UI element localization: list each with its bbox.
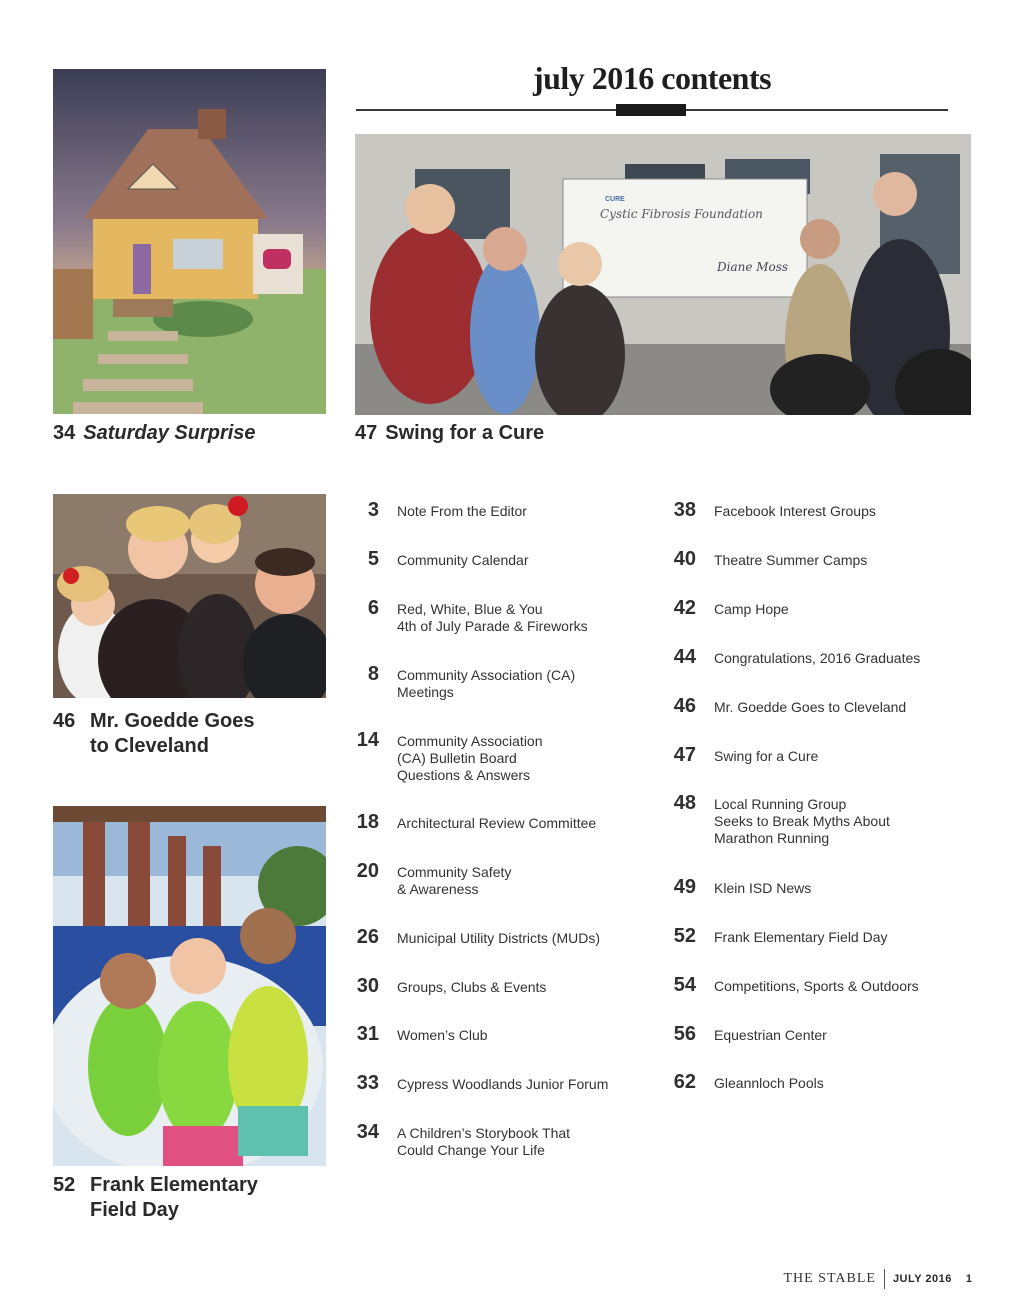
toc-entry[interactable]	[650, 792, 890, 847]
toc-page-number: 31	[356, 1023, 379, 1045]
toc-entry[interactable]	[333, 1121, 570, 1159]
toc-entry[interactable]	[333, 597, 588, 635]
toc-entry[interactable]	[650, 925, 888, 947]
toc-entry[interactable]	[650, 876, 811, 898]
toc-entry[interactable]	[333, 663, 575, 701]
toc-page-number: 49	[673, 876, 696, 898]
feature-title-line1: Frank Elementary	[90, 1174, 258, 1196]
toc-entry[interactable]	[650, 597, 789, 619]
title-rule-accent	[616, 104, 686, 116]
toc-title: Swing for a Cure	[714, 748, 819, 764]
toc-page-number: 20	[356, 860, 379, 882]
toc-entry[interactable]	[650, 548, 867, 570]
toc-page-number: 26	[356, 926, 379, 948]
toc-page-number: 42	[673, 597, 696, 619]
toc-title: Gleannloch Pools	[714, 1075, 824, 1091]
toc-entry[interactable]	[650, 744, 818, 766]
page-footer	[783, 1269, 972, 1289]
toc-title: Klein ISD News	[714, 880, 812, 896]
toc-title: Cypress Woodlands Junior Forum	[397, 1076, 609, 1092]
toc-page-number: 34	[356, 1121, 379, 1143]
toc-entry[interactable]	[333, 975, 546, 997]
toc-entry[interactable]	[650, 695, 906, 717]
goedde-family-photo	[53, 494, 326, 698]
toc-title: Community Calendar	[397, 552, 529, 568]
toc-title: Women’s Club	[397, 1027, 488, 1043]
toc-entry[interactable]	[650, 499, 876, 521]
footer-divider	[884, 1269, 885, 1289]
toc-title: Red, White, Blue & You 4th of July Parade & Fireworks	[397, 601, 588, 634]
page-title: july 2016 contents	[532, 60, 772, 96]
toc-entry[interactable]	[650, 1023, 827, 1045]
magazine-name: THE STABLE	[783, 1271, 876, 1286]
toc-page-number: 52	[673, 925, 696, 947]
toc-page-number: 47	[673, 744, 696, 766]
toc-page-number: 14	[356, 729, 379, 751]
toc-entry[interactable]	[333, 860, 511, 898]
feature-title: Saturday Surprise	[83, 422, 256, 444]
feature-caption-saturday-surprise[interactable]	[53, 421, 256, 446]
toc-page-number: 30	[356, 975, 379, 997]
toc-entry[interactable]	[650, 974, 919, 996]
page-number: 1	[965, 1273, 972, 1285]
toc-title: Theatre Summer Camps	[714, 552, 868, 568]
toc-entry[interactable]	[650, 1071, 824, 1093]
toc-title: Facebook Interest Groups	[714, 503, 876, 519]
toc-title: Note From the Editor	[397, 503, 527, 519]
toc-entry[interactable]	[333, 499, 527, 521]
feature-title-line1: Mr. Goedde Goes	[90, 710, 255, 732]
check-payee: Cystic Fibrosis Foundation	[600, 207, 763, 221]
toc-title: Competitions, Sports & Outdoors	[714, 978, 919, 994]
toc-title: Groups, Clubs & Events	[397, 979, 547, 995]
toc-title: A Children’s Storybook That Could Change Your Life	[397, 1125, 571, 1158]
feature-caption-mr-goedde[interactable]	[53, 709, 254, 759]
feature-page-number: 34	[53, 422, 76, 444]
toc-page-number: 56	[673, 1023, 696, 1045]
toc-entry[interactable]	[333, 926, 600, 948]
check-logo: CURE	[605, 196, 625, 203]
feature-page-number: 46	[53, 710, 76, 732]
check-presentation-photo	[355, 134, 971, 415]
toc-title: Community Association (CA) Bulletin Board Questions & Answers	[397, 733, 543, 783]
toc-title: Local Running Group Seeks to Break Myths About Marathon Running	[714, 796, 890, 846]
toc-page-number: 6	[367, 597, 379, 619]
toc-title: Architectural Review Committee	[397, 815, 597, 831]
toc-entry[interactable]	[333, 548, 529, 570]
toc-title: Community Safety & Awareness	[397, 864, 512, 897]
toc-title: Municipal Utility Districts (MUDs)	[397, 930, 601, 946]
toc-page-number: 46	[673, 695, 696, 717]
toc-title: Congratulations, 2016 Graduates	[714, 650, 921, 666]
toc-title: Equestrian Center	[714, 1027, 827, 1043]
check-signature: Diane Moss	[717, 260, 789, 274]
toc-entry[interactable]	[333, 1072, 608, 1094]
toc-page-number: 18	[356, 811, 379, 833]
feature-caption-swing-for-a-cure[interactable]	[355, 421, 544, 446]
feature-title-line2: to Cleveland	[90, 735, 209, 757]
toc-page-number: 54	[673, 974, 696, 996]
toc-page-number: 38	[673, 499, 696, 521]
toc-page-number: 3	[367, 499, 379, 521]
toc-entry[interactable]	[333, 1023, 488, 1045]
feature-title: Swing for a Cure	[385, 422, 545, 444]
toc-page-number: 44	[673, 646, 696, 668]
issue-date: JULY 2016	[892, 1273, 952, 1285]
toc-page-number: 40	[673, 548, 696, 570]
feature-caption-frank-elementary[interactable]	[53, 1173, 258, 1223]
toc-page-number: 48	[673, 792, 696, 814]
field-day-photo	[53, 806, 326, 1166]
toc-title: Community Association (CA) Meetings	[397, 667, 576, 700]
storybook-house-illustration	[53, 69, 326, 414]
toc-title: Mr. Goedde Goes to Cleveland	[714, 699, 907, 715]
toc-entry[interactable]	[650, 646, 920, 668]
toc-title: Camp Hope	[714, 601, 789, 617]
toc-page-number: 62	[673, 1071, 696, 1093]
toc-page-number: 33	[356, 1072, 379, 1094]
toc-page-number: 8	[367, 663, 379, 685]
toc-entry[interactable]	[333, 729, 543, 784]
feature-page-number: 52	[53, 1174, 76, 1196]
toc-entry[interactable]	[333, 811, 596, 833]
feature-page-number: 47	[355, 422, 378, 444]
toc-title: Frank Elementary Field Day	[714, 929, 888, 945]
feature-title-line2: Field Day	[90, 1199, 179, 1221]
toc-page-number: 5	[367, 548, 379, 570]
